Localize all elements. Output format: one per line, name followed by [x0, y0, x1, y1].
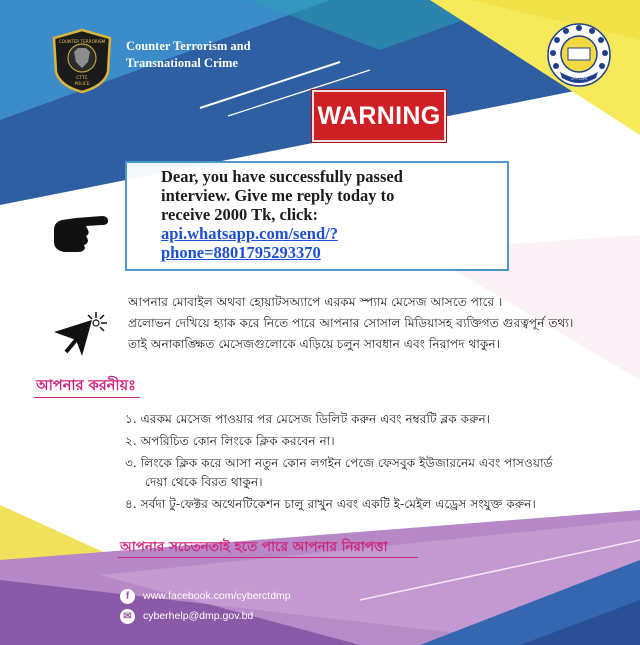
warning-banner [312, 90, 446, 142]
slogan-underline [118, 557, 418, 558]
list-item [125, 454, 630, 492]
warning-label: WARNING [317, 101, 441, 130]
todo-heading: আপনার করনীয়ঃ [36, 377, 136, 394]
facebook-contact[interactable] [120, 588, 291, 604]
todo-item-3: ৩. লিংকে ক্লিক করে আসা নতুন কোন লগইন পেজে ফেসবুক ইউজারনেম এবং পাসওয়ার্ড [125, 456, 553, 470]
spam-link-line1[interactable]: api.whatsapp.com/send/? [161, 224, 338, 243]
warning-paragraph [128, 292, 633, 355]
facebook-icon: f [120, 589, 135, 604]
todo-item-4: ৪. সর্বদা টু-ফেক্টর অথেনটিকেশন চালু রাখুন এবং একটি ই-মেইল এড্রেস সংযুক্ত করুন। [125, 497, 536, 511]
badge-left-text-bottom: POLICE [74, 81, 90, 86]
email-address[interactable]: cyberhelp@dmp.gov.bd [143, 610, 254, 622]
message-line3: receive 2000 Tk, click: [161, 205, 319, 224]
message-line1: Dear, you have successfully passed [161, 167, 403, 186]
organization-name [126, 38, 306, 72]
spam-message-sample [125, 161, 509, 271]
pointing-hand-icon [52, 208, 110, 254]
org-name-line1: Counter Terrorism and [126, 39, 251, 53]
todo-list [125, 410, 630, 517]
police-emblem-icon [546, 22, 612, 88]
email-contact[interactable] [120, 608, 253, 624]
warning-paragraph-line2: প্রলোভন দেখিয়ে হ্যাক করে নিতে পারে আপনার সোসাল মিডিয়াসহ ব্যক্তিগত গুরত্বপূর্ন তথ্য। [128, 316, 574, 330]
cursor-click-icon [52, 310, 108, 358]
mail-icon: ✉ [120, 609, 135, 624]
message-line2: interview. Give me reply today to [161, 186, 395, 205]
badge-left-text-mid: CTTC [76, 76, 88, 81]
list-item [125, 410, 630, 429]
warning-paragraph-line1: আপনার মোবাইল অথবা হোয়াটসঅ্যাপে এরকম স্প্যাম মেসেজ আসতে পারে । [128, 295, 503, 309]
todo-item-2: ২. অপরিচিত কোন লিংকে ক্লিক করবেন না। [125, 434, 335, 448]
cttc-badge-icon [50, 28, 114, 94]
todo-item-3-continued: দেয়া থেকে বিরত থাকুন। [145, 475, 263, 489]
list-item [125, 495, 630, 514]
todo-item-1: ১. এরকম মেসেজ পাওয়ার পর মেসেজ ডিলিট করুন এবং নম্বরটি ব্লক করুন। [125, 412, 491, 426]
badge-left-text-top: COUNTER TERRORISM [58, 39, 106, 44]
spam-link-line2[interactable]: phone=8801795293370 [161, 243, 321, 262]
todo-heading-underline [34, 397, 140, 398]
emblem-motto: দেশপ্রেম [570, 76, 588, 82]
warning-paragraph-line3: তাই অনাকাঙ্ক্ষিত মেসেজগুলোকে এড়িয়ে চলুন সাবধান এবং নিরাপদ থাকুন। [128, 337, 501, 351]
awareness-slogan: আপনার সচেতনতাই হতে পারে আপনার নিরাপত্তা [120, 539, 388, 555]
facebook-url[interactable]: www.facebook.com/cyberctdmp [143, 590, 291, 602]
org-name-line2: Transnational Crime [126, 56, 238, 70]
list-item [125, 432, 630, 451]
